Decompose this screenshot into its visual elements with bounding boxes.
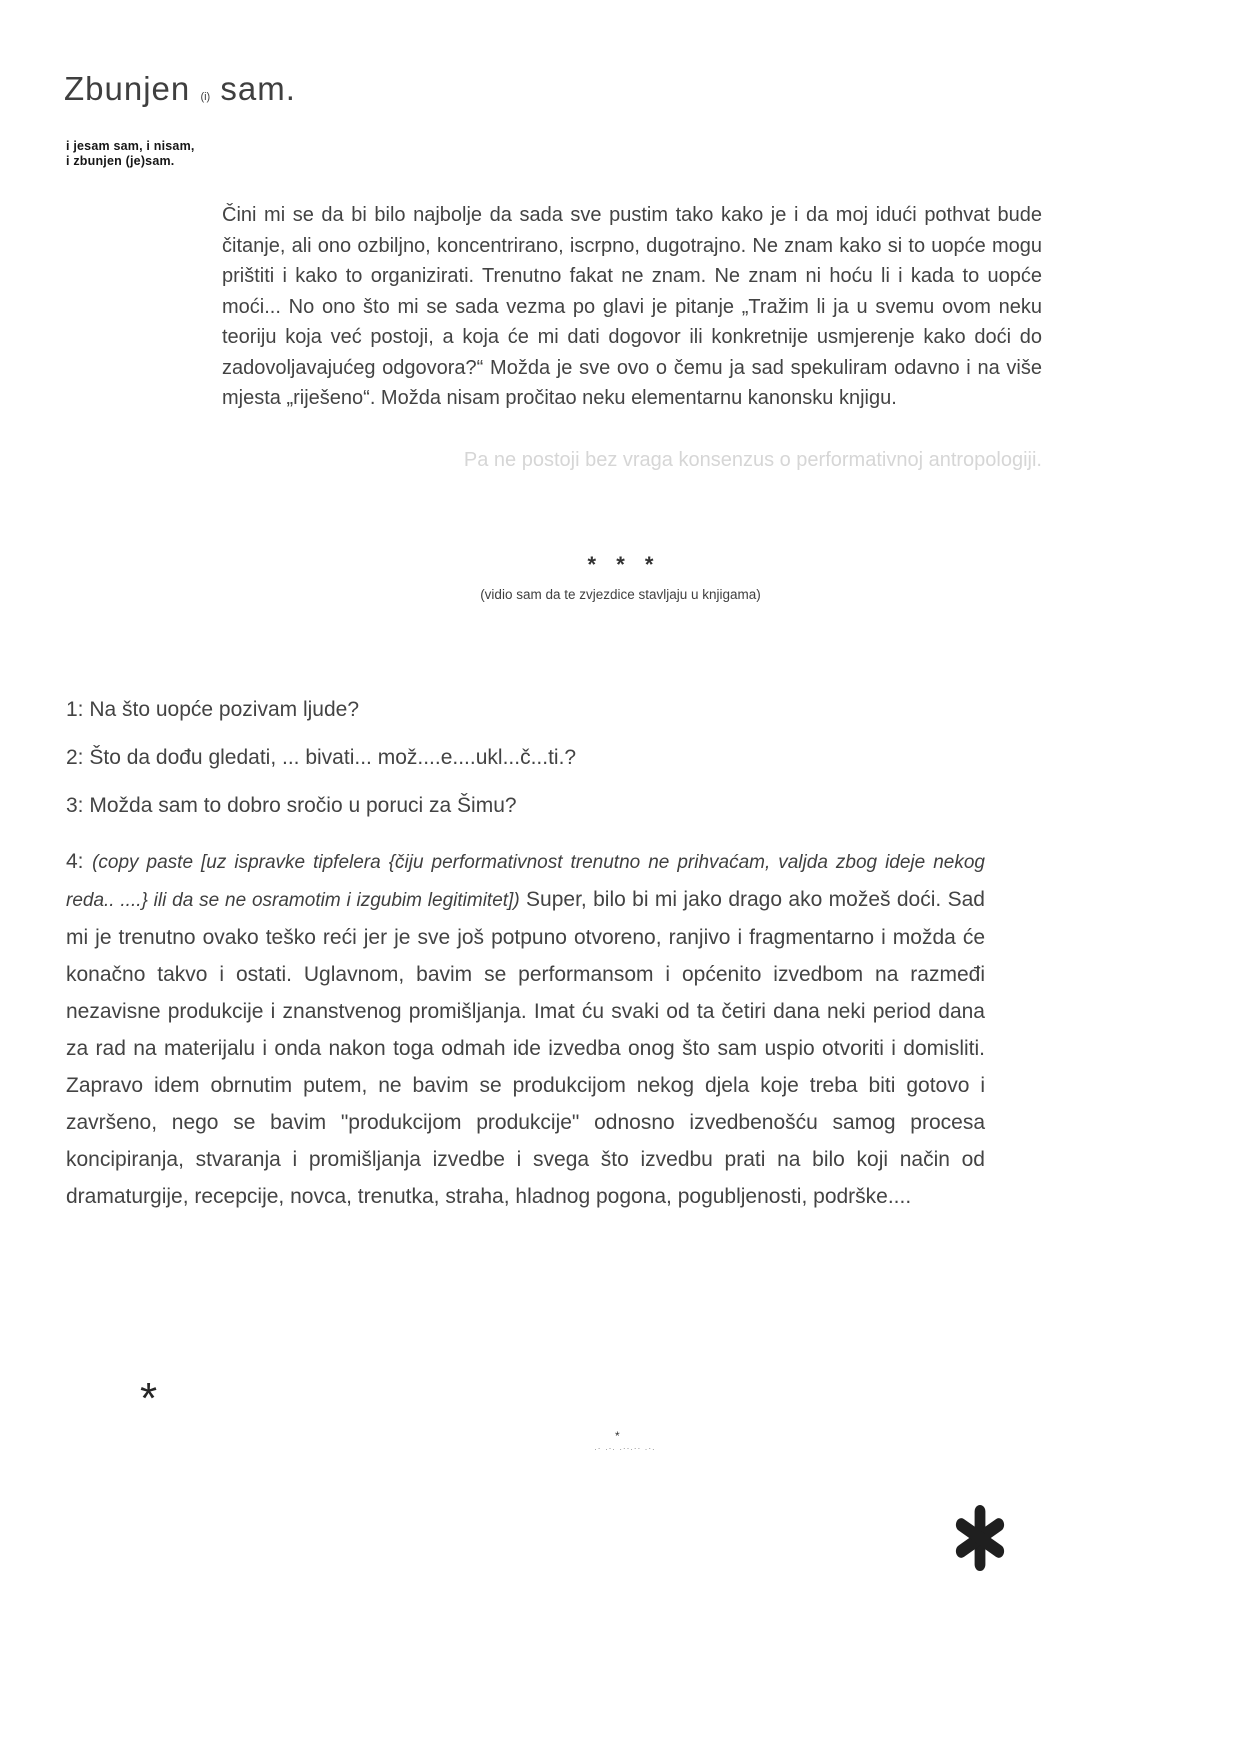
title-word-1: Zbunjen: [64, 70, 191, 107]
asterisk-divider: * * *: [587, 552, 654, 577]
heavy-asterisk-icon: [953, 1505, 1007, 1571]
question-4-prefix: 4:: [66, 850, 84, 873]
page-title: [64, 70, 296, 108]
question-2: 2: Što da dođu gledati, ... bivati... mož....e....ukl...č...ti.?: [66, 746, 577, 769]
question-3: 3: Možda sam to dobro sročio u poruci za Šimu?: [66, 794, 517, 817]
tiny-asterisk-center: *: [615, 1429, 620, 1443]
intro-paragraph: Čini mi se da bi bilo najbolje da sada sve pustim tako kako je i da moj idući pothvat bude čitanje, ali ono ozbiljno, koncentrirano, iscrpno, dugotrajno. Ne znam kako si to uopće mogu prištiti i kako to organizirati. Trenutno fakat ne znam. Ne znam ni hoću li i kada to uopće moći... No ono što mi se sada vezma po glavi je pitanje „Tražim li ja u svemu ovom neku teoriju koja već postoji, a koja će mi dati dogovor ili konkretnije usmjerenje kako doći do zadovoljavajućeg odgovora?“ Možda je sve ovo o čemu ja sad spekuliram odavno i na više mjesta „riješeno“. Možda nisam pročitao neku elementarnu kanonsku knjigu.: [222, 204, 1042, 409]
micro-illegible-text: .- .-. .--.-- .-.: [594, 1446, 656, 1452]
epigraph: [66, 139, 195, 169]
question-1: 1: Na što uopće pozivam ljude?: [66, 698, 360, 721]
gray-aside-note: Pa ne postoji bez vraga konsenzus o performativnoj antropologiji.: [463, 449, 1042, 471]
title-word-2: sam.: [220, 70, 296, 107]
title-annotation: (i): [200, 91, 211, 103]
epigraph-line-2: i zbunjen (je)sam.: [66, 154, 175, 168]
question-4-body: Super, bilo bi mi jako drago ako možeš doći. Sad mi je trenutno ovako teško reći jer je sve još potpuno otvoreno, ranjivo i fragmentarno i možda će konačno takvo i ostati. Uglavnom, bavim se performansom i općenito izvedbom na razmeđi nezavisne produkcije i znanstvenog promišljanja. Imat ću svaki od ta četiri dana neki period dana za rad na materijalu i onda nakon toga odmah ide izvedba onog što sam uspio otvoriti i domisliti. Zapravo idem obrnutim putem, ne bavim se produkcijom nekog djela koje treba biti gotovo i završeno, nego se bavim "produkcijom produkcije" odnosno izvedbenošću samog procesa koncipiranja, stvaranja i promišljanja izvedbe i svega što izvedbu prati na bilo koji način od dramaturgije, recepcije, novca, trenutka, straha, hladnog pogona, pogubljenosti, podrške....: [66, 888, 985, 1208]
asterisk-divider-caption: (vidio sam da te zvjezdice stavljaju u knjigama): [480, 587, 761, 602]
question-4-paragraph: [66, 843, 985, 1215]
question-4-parenthetical: (copy paste [uz ispravke tipfelera {čiju performativnost trenutno ne prihvaćam, valjda zbog ideje nekog reda.. ....} ili da se ne osramotim i izgubim legitimitet]): [66, 852, 985, 911]
footnote-asterisk-left: *: [140, 1374, 158, 1423]
epigraph-line-1: i jesam sam, i nisam,: [66, 139, 195, 153]
